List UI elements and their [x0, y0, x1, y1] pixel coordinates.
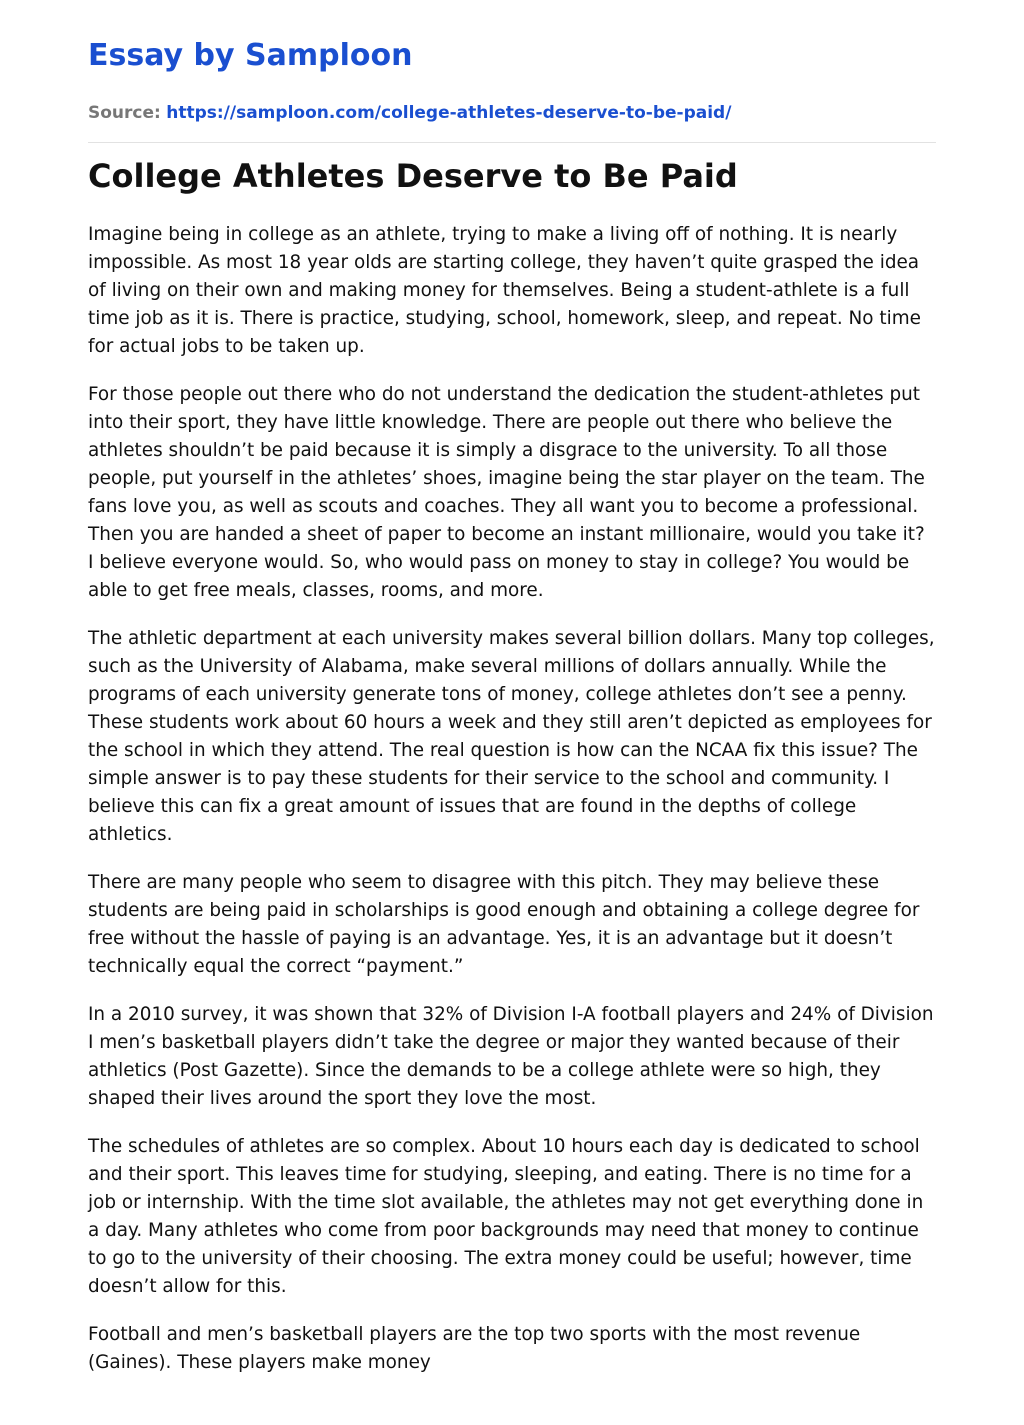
essay-paragraph: Imagine being in college as an athlete, trying to make a living off of nothing. It is nearly impossible. As most 18 year olds are starting college, they haven’t quite grasped the idea of living on their own and making money for themselves. Being a student-athlete is a full time job as it is. There is practice, studying, school, homework, sleep, and repeat. No time for actual jobs to be taken up.: [88, 224, 921, 357]
essay-paragraph: The athletic department at each university makes several billion dollars. Many top colleges, such as the University of Alabama, make several millions of dollars annually. While the programs of each university generate tons of money, college athletes don’t see a penny. These students work about 60 hours a week and they still aren’t depicted as employees for the school in which they attend. The real question is how can the NCAA fix this issue? The simple answer is to pay these students for their service to the school and community. I believe this can fix a great amount of issues that are found in the depths of college athletics.: [88, 628, 935, 845]
essay-paragraph: There are many people who seem to disagree with this pitch. They may believe these students are being paid in scholarships is good enough and obtaining a college degree for free without the hassle of paying is an advantage. Yes, it is an advantage but it doesn’t technically equal the correct “payment.”: [88, 872, 920, 977]
essay-paragraph: Football and men’s basketball players are the top two sports with the most revenue (Gaines). These players make money: [88, 1324, 861, 1373]
essay-paragraph: The schedules of athletes are so complex. About 10 hours each day is dedicated to school and their sport. This leaves time for studying, sleeping, and eating. There is no time for a job or internship. With the time slot available, the athletes may not get everything done in a day. Many athletes who come from poor backgrounds may need that money to continue to go to the university of their choosing. The extra money could be useful; however, time doesn’t allow for this.: [88, 1136, 924, 1297]
brand-title: Essay by Samploon: [88, 38, 413, 73]
essay-body: [88, 221, 936, 1397]
essay-paragraph: For those people out there who do not understand the dedication the student-athletes put into their sport, they have little knowledge. There are people out there who believe the athletes shouldn’t be paid because it is simply a disgrace to the university. To all those people, put yourself in the athletes’ shoes, imagine being the star player on the team. The fans love you, as well as scouts and coaches. They all want you to become a professional. Then you are handed a sheet of paper to become an instant millionaire, would you take it? I believe everyone would. So, who would pass on money to stay in college? You would be able to get free meals, classes, rooms, and more.: [88, 384, 925, 601]
source-link[interactable]: https://samploon.com/college-athletes-deserve-to-be-paid/: [166, 103, 732, 123]
essay-paragraph: In a 2010 survey, it was shown that 32% of Division I-A football players and 24% of Division I men’s basketball players didn’t take the degree or major they wanted because of their athletics (Post Gazette). Since the demands to be a college athlete were so high, they shaped their lives around the sport they love the most.: [88, 1004, 934, 1109]
source-label: Source:: [88, 103, 161, 123]
essay-title: College Athletes Deserve to Be Paid: [88, 157, 738, 195]
header-divider: [88, 142, 936, 143]
source-line: [88, 101, 731, 125]
